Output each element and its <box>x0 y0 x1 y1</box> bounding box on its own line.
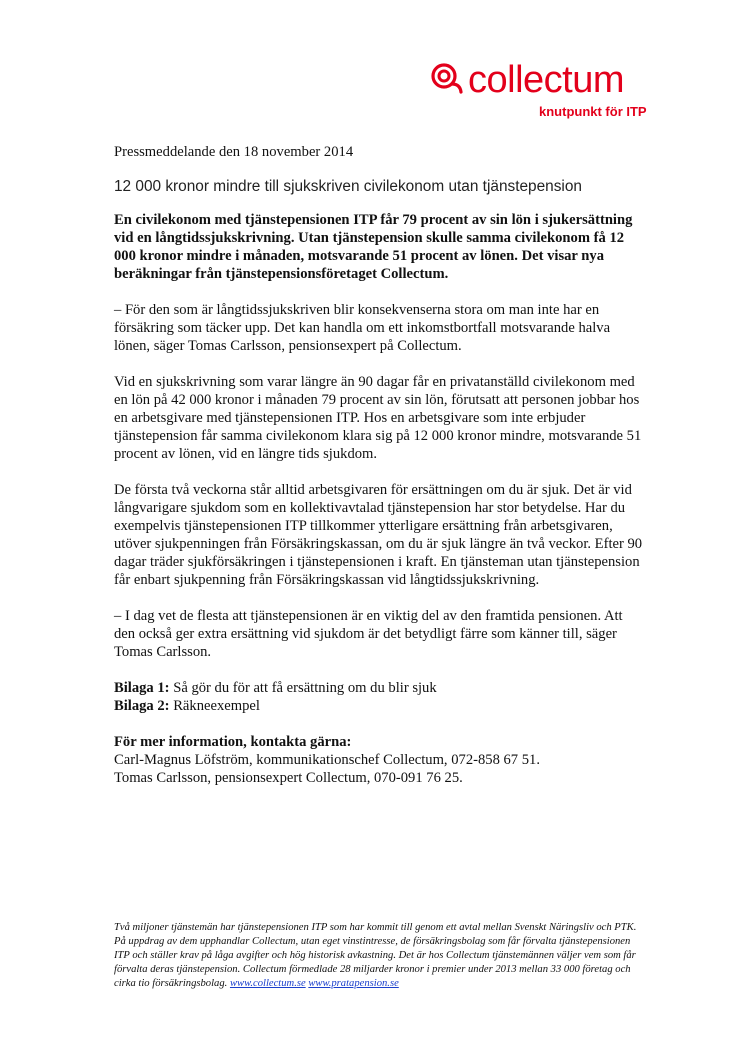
body-paragraph: – I dag vet de flesta att tjänstepensionen är en viktig del av den framtida pensionen. Att den också ger extra ersättning vid sjukdom är det betydligt färre som känner till, säger Tomas Carlsson. <box>114 608 623 660</box>
body-paragraph: – För den som är långtidssjukskriven blir konsekvenserna stora om man inte har en försäkring som täcker upp. Det kan handla om ett inkomstbortfall motsvarande halva lönen, säger Tomas Carlsson, pensionsexpert på Collectum. <box>114 302 611 354</box>
contact-section <box>114 733 644 787</box>
attachment-label: Bilaga 2: <box>114 698 170 714</box>
attachment-text: Räkneexempel <box>173 698 260 714</box>
dateline: Pressmeddelande den 18 november 2014 <box>114 144 354 160</box>
pratapension-link[interactable]: www.pratapension.se <box>308 978 399 989</box>
contact-heading: För mer information, kontakta gärna: <box>114 734 352 750</box>
footer-text: Två miljoner tjänstemän har tjänstepensionen ITP som har kommit till genom ett avtal mellan Svenskt Näringsliv och PTK. På uppdrag av dem upphandlar Collectum, utan eget vinstintresse, de försäkringsbolag som får förvalta tjänstepensionen ITP och ställer krav på låga avgifter och hög historisk avkastning. Det är hos Collectum tjänstemännen väljer vem som får förvalta deras tjänstepension. Collectum förmedlade 28 miljarder kronor i premier under 2013 mellan 33 000 företag och cirka tio försäkringsbolag. <box>114 922 637 989</box>
attachment-item <box>114 697 644 715</box>
press-release-body <box>114 143 644 787</box>
logo-tagline: knutpunkt för ITP <box>539 104 647 119</box>
collectum-link[interactable]: www.collectum.se <box>229 978 306 989</box>
collectum-logo <box>430 58 650 124</box>
attachment-item <box>114 679 644 697</box>
body-paragraph: Vid en sjukskrivning som varar längre än 90 dagar får en privatanställd civilekonom med en lön på 42 000 kronor i månaden 79 procent av sin lön, förutsatt att personen jobbar hos en arbetsgivare med tjänstepensionen ITP. Hos en arbetsgivare som inte erbjuder tjänstepension får samma civilekonom klara sig på 12 000 kronor mindre, motsvarande 51 procent av lönen, vid en längre tids sjukdom. <box>114 374 642 462</box>
lead-paragraph: En civilekonom med tjänstepensionen ITP får 79 procent av sin lön i sjukersättning vid en långtidssjukskrivning. Utan tjänstepension skulle samma civilekonom få 12 000 kronor mindre i månaden, motsvarande 51 procent av lönen. Det visar nya beräkningar från tjänstepensionsföretaget Collectum. <box>114 212 633 282</box>
logo-wordmark: collectum <box>468 59 624 101</box>
contact-line: Carl-Magnus Löfström, kommunikationschef Collectum, 072-858 67 51. <box>114 752 540 768</box>
attachments-list <box>114 679 644 715</box>
footer-boilerplate <box>114 921 644 991</box>
headline: 12 000 kronor mindre till sjukskriven civilekonom utan tjänstepension <box>114 178 582 195</box>
contact-line: Tomas Carlsson, pensionsexpert Collectum, 070-091 76 25. <box>114 770 463 786</box>
attachment-label: Bilaga 1: <box>114 680 170 696</box>
attachment-text: Så gör du för att få ersättning om du blir sjuk <box>173 680 437 696</box>
body-paragraph: De första två veckorna står alltid arbetsgivaren för ersättningen om du är sjuk. Det är vid långvarigare sjukdom som en kollektivavtalad tjänstepension har stor betydelse. Har du exempelvis tjänstepensionen ITP tillkommer ytterligare ersättning från arbetsgivaren, utöver sjukpenningen från Försäkringskassan, om du är sjuk längre än två veckor. Efter 90 dagar träder sjukförsäkringen i tjänstepensionen i kraft. En tjänsteman utan tjänstepension får enbart sjukpenning från Försäkringskassan vid långtidssjukskrivning. <box>114 482 643 588</box>
collectum-logo-mark-icon <box>430 62 470 98</box>
